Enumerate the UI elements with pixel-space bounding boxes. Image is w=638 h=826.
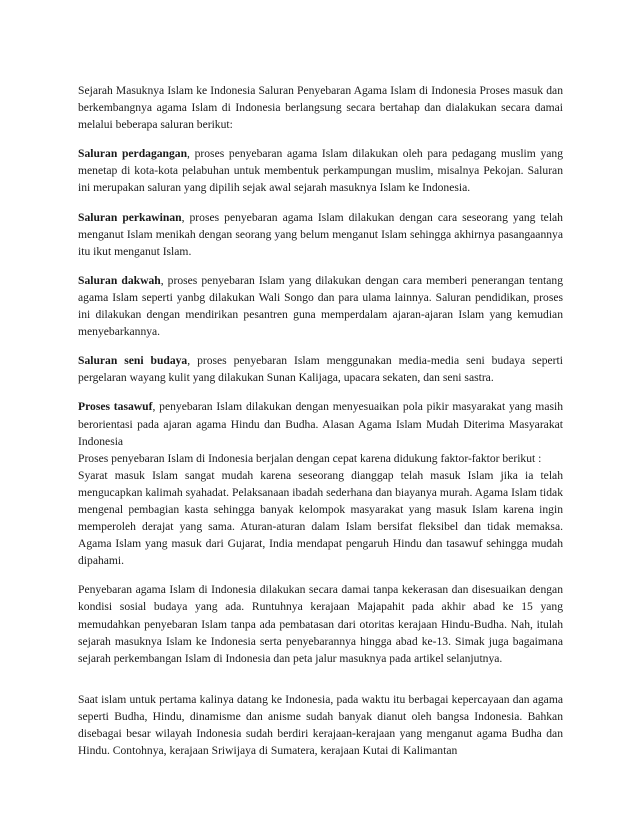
channel-trade-paragraph: [78, 145, 563, 196]
channel-marriage-text: , proses penyebaran agama Islam dilakukan dengan cara seseorang yang telah menganut Islam menikah dengan seorang yang belum menganut Islam sehingga akhirnya pasangaannya itu ikut menganut Islam.: [78, 210, 563, 258]
reasons-body-paragraph: Syarat masuk Islam sangat mudah karena seseorang dianggap telah masuk Islam jika ia telah mengucapkan kalimah syahadat. Pelaksanaan ibadah sederhana dan biayanya murah. Agama Islam tidak mengenal pembagian kasta sehingga banyak kelompok masyarakat yang masuk Islam karena ingin memperoleh derajat yang sama. Aturan-aturan dalam Islam bersifat fleksibel dan tidak memaksa. Agama Islam yang masuk dari Gujarat, India mendapat pengaruh Hindu dan tasawuf sehingga mudah dipahami.: [78, 468, 563, 568]
channel-trade-text: , proses penyebaran agama Islam dilakukan oleh para pedagang muslim yang menetap di kota-kota pelabuhan untuk membentuk perkampungan muslim, misalnya Pekojan. Saluran ini merupakan saluran yang dipilih sejak awal sejarah masuknya Islam ke Indonesia.: [78, 147, 563, 195]
channel-art-paragraph: [78, 352, 563, 386]
channel-dakwah-text: , proses penyebaran Islam yang dilakukan dengan cara memberi penerangan tentang agama Islam seperti yanbg dilakukan Wali Songo dan para ulama lainnya. Saluran pendidikan, proses ini dilakukan dengan mendirikan pesantren guna memperdalam ajaran-ajaran Islam yang kemudian menyebarkannya.: [78, 273, 563, 339]
intro-paragraph: Sejarah Masuknya Islam ke Indonesia Saluran Penyebaran Agama Islam di Indonesia Proses masuk dan berkembangnya agama Islam di Indonesia berlangsung secara bertahap dan dialakukan secara damai melalui beberapa saluran berikut:: [78, 84, 563, 132]
channel-trade-term: Saluran perdagangan: [78, 147, 188, 161]
channel-tasawuf-text: , penyebaran Islam dilakukan dengan menyesuaikan pola pikir masyarakat yang masih berorientasi pada ajaran agama Hindu dan Budha. Alasan Agama Islam Mudah Diterima Masyarakat Indonesia: [78, 400, 564, 448]
channel-tasawuf-paragraph: [78, 398, 563, 449]
closing-paragraph: Saat islam untuk pertama kalinya datang ke Indonesia, pada waktu itu berbagai kepercayaan dan agama seperti Budha, Hindu, dinamisme dan anisme sudah banyak dianut oleh bangsa Indonesia. Bahkan disebagai besar wilayah Indonesia sudah berdiri kerajaan-kerajaan yang menganut agama Budha dan Hindu. Contohnya, kerajaan Sriwijaya di Sumatera, kerajaan Kutai di Kalimantan: [78, 692, 563, 758]
channel-art-term: Saluran seni budaya: [78, 354, 188, 368]
summary-paragraph: Penyebaran agama Islam di Indonesia dilakukan secara damai tanpa kekerasan dan disesuaikan dengan kondisi sosial budaya yang ada. Runtuhnya kerajaan Majapahit pada akhir abad ke 15 yang memudahkan penyebaran Islam tanpa ada pembatasan dari otoritas kerajaan Hindu-Budha. Nah, itulah sejarah masuknya Islam ke Indonesia serta penyebarannya hingga abad ke-13. Simak juga bagaimana sejarah perkembangan Islam di Indonesia dan peta jalur masuknya pada artikel selanjutnya.: [78, 583, 563, 665]
reasons-intro-paragraph: Proses penyebaran Islam di Indonesia berjalan dengan cepat karena didukung faktor-faktor berikut :: [78, 451, 542, 465]
channel-dakwah-term: Saluran dakwah: [78, 273, 161, 287]
channel-tasawuf-term: Proses tasawuf: [78, 400, 153, 414]
channel-marriage-term: Saluran perkawinan: [78, 210, 182, 224]
channel-dakwah-paragraph: [78, 272, 563, 340]
channel-marriage-paragraph: [78, 209, 563, 260]
channel-art-text: , proses penyebaran Islam menggunakan media-media seni budaya seperti pergelaran wayang kulit yang dilakukan Sunan Kalijaga, upacara sekaten, dan seni sastra.: [78, 354, 563, 385]
document-page: [78, 82, 563, 759]
